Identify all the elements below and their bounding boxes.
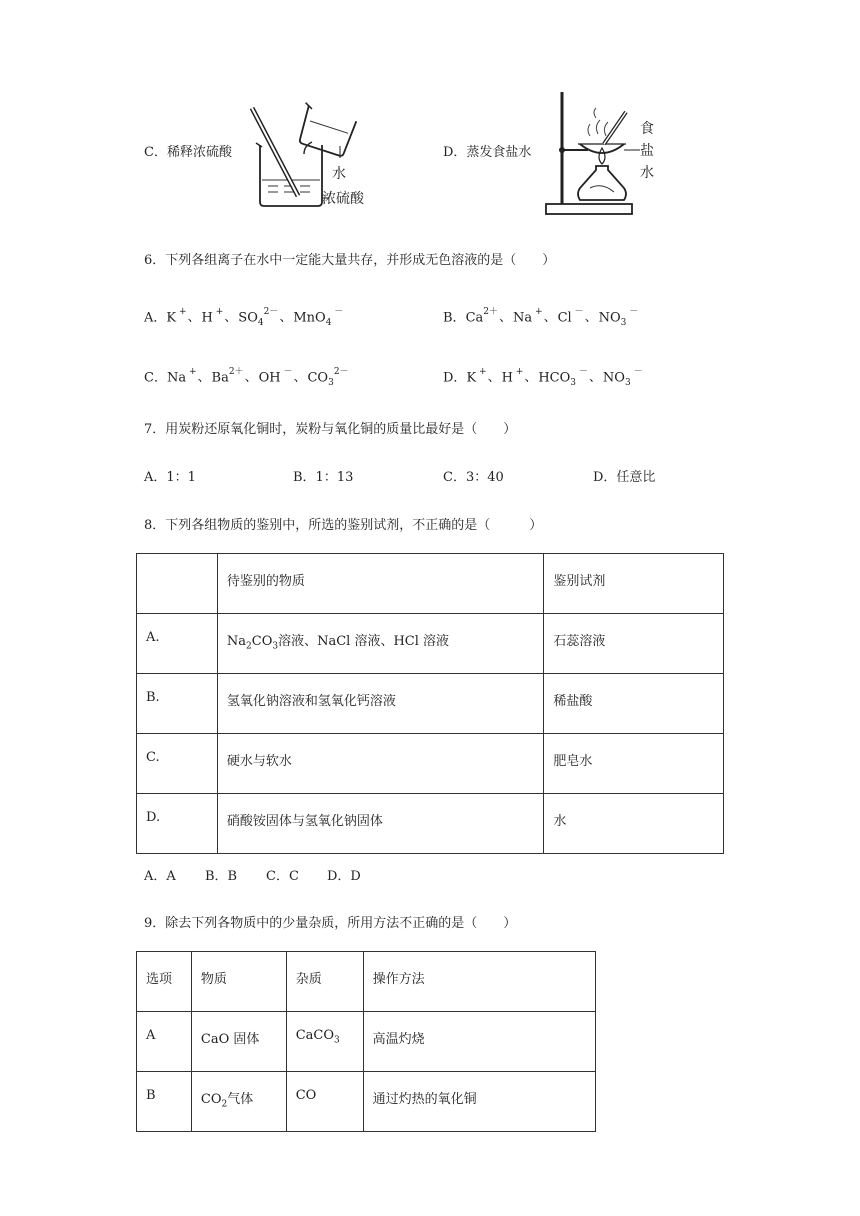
table-cell-option: A [137,1012,192,1072]
table-row [137,1072,596,1132]
table-cell-option: B. [137,674,218,734]
table-row [137,1012,596,1072]
q6-option-c: C．Na +、$Ba^{2+}$、OH －、$CO_3^{2-}$ [144,367,349,388]
concentrated-acid-label: 浓硫酸 [322,191,364,207]
table-cell-option: B [137,1072,192,1132]
q6-option-d: D．K +、H +、$HCO_3$ －、$NO_3$ － [443,367,643,388]
table-row [137,674,724,734]
table-cell-reagent: 水 [544,794,724,854]
q6-stem: 6．下列各组离子在水中一定能大量共存，并形成无色溶液的是（ ） [144,253,556,268]
table-row [137,794,724,854]
table-cell-substance: 氢氧化钠溶液和氢氧化钙溶液 [217,674,543,734]
table-cell-substance: $CO_2$气体 [191,1072,286,1132]
table-cell-option: A. [137,614,218,674]
q6-option-b: B．$Ca^{2+}$、Na +、Cl －、$NO_3$ － [443,307,639,328]
table-header-row [137,952,596,1012]
table-cell-method: 通过灼热的氧化铜 [363,1072,595,1132]
table-cell-substance: 硝酸铵固体与氢氧化钠固体 [217,794,543,854]
q8-answer-a: A．A [144,869,176,884]
table-cell-option: D. [137,794,218,854]
table-header-method: 操作方法 [363,952,595,1012]
q7-option-c: C．3：40 [443,470,504,485]
q8-answer-b: B．B [205,869,238,884]
q7-option-b: B．1：13 [293,470,354,485]
q7-option-a: A．1：1 [144,470,196,485]
water-label: 水 [332,166,346,182]
salt-water-caption-2: 盐 [640,143,654,159]
table-cell-substance: CaO 固体 [191,1012,286,1072]
q9-stem: 9．除去下列各物质中的少量杂质，所用方法不正确的是（ ） [144,916,517,931]
q8-stem: 8．下列各组物质的鉴别中，所选的鉴别试剂，不正确的是（ ） [144,518,543,533]
table-cell-reagent: 石蕊溶液 [544,614,724,674]
q8-answer-c: C．C [266,869,299,884]
table-header-impurity: 杂质 [286,952,363,1012]
table-cell-impurity: CaCO$_3$ [286,1012,363,1072]
q6-option-a: A．K +、H +、$SO_4^{2-}$、MnO$_4$ － [144,307,344,328]
table-cell-substance: $Na_2CO_3$溶液、NaCl 溶液、HCl 溶液 [217,614,543,674]
table-header-option: 选项 [137,952,192,1012]
table-header-row [137,554,724,614]
table-cell-impurity: CO [286,1072,363,1132]
q8-table [136,553,724,854]
table-cell-reagent: 稀盐酸 [544,674,724,734]
table-row [137,614,724,674]
table-cell-substance: 硬水与软水 [217,734,543,794]
table-cell [137,554,218,614]
table-row [137,734,724,794]
q9-table [136,951,596,1132]
table-cell-option: C. [137,734,218,794]
salt-water-caption-3: 水 [640,165,654,181]
table-cell-reagent: 肥皂水 [544,734,724,794]
q7-option-d: D．任意比 [593,470,656,485]
evaporate-salt-water-figure [544,88,644,218]
table-header-substance: 物质 [191,952,286,1012]
q8-answer-d: D．D [327,869,361,884]
table-cell-method: 高温灼烧 [363,1012,595,1072]
table-header-substance: 待鉴别的物质 [217,554,543,614]
salt-water-caption-1: 食 [640,121,654,137]
q5c-label: C．稀释浓硫酸 [144,145,232,160]
q5d-label: D．蒸发食盐水 [443,145,532,160]
table-header-reagent: 鉴别试剂 [544,554,724,614]
q7-stem: 7．用炭粉还原氧化铜时，炭粉与氧化铜的质量比最好是（ ） [144,422,517,437]
